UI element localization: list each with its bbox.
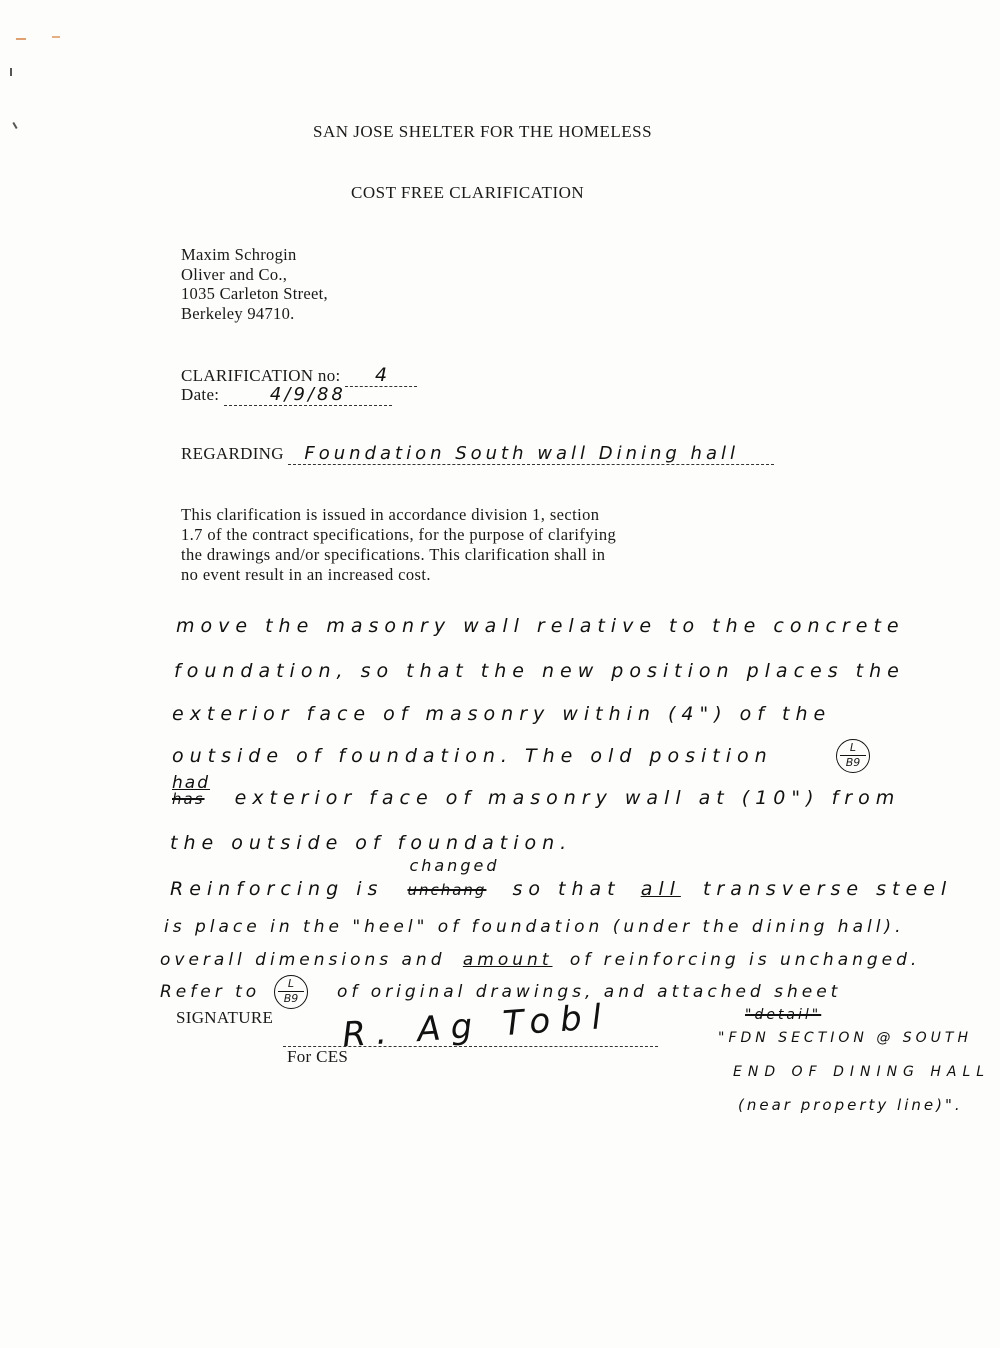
- handwritten-note: "FDN SECTION @ SOUTH: [718, 1030, 973, 1046]
- margin-mark: [16, 38, 26, 40]
- struck-text: "detail": [745, 1007, 822, 1023]
- handwritten-text: Reinforcing is: [170, 878, 384, 900]
- detail-ref-top: L: [849, 741, 857, 754]
- regarding-label: REGARDING: [181, 444, 284, 463]
- handwritten-line: outside of foundation. The old position: [172, 745, 773, 767]
- handwritten-text: transverse steel: [702, 878, 953, 900]
- date-value: 4/9/88: [224, 384, 392, 406]
- signature-for-label: For CES: [287, 1047, 349, 1066]
- handwritten-line: is place in the "heel" of foundation (under the dining hall).: [164, 917, 905, 937]
- handwritten-correction: had: [172, 773, 210, 793]
- handwritten-line: foundation, so that the new position places the: [174, 660, 905, 682]
- boilerplate-paragraph: [181, 505, 616, 585]
- struck-text: unchang: [407, 881, 487, 899]
- handwritten-text: of original drawings, and attached sheet: [337, 982, 842, 1002]
- handwritten-text: of reinforcing is unchanged.: [569, 950, 921, 970]
- handwritten-note: (near property line)".: [738, 1096, 963, 1114]
- struck-text: has: [172, 790, 205, 808]
- document-title: SAN JOSE SHELTER FOR THE HOMELESS: [313, 122, 653, 141]
- handwritten-text: Refer to: [160, 982, 261, 1002]
- boilerplate-line: 1.7 of the contract specifications, for the purpose of clarifying: [181, 525, 617, 544]
- handwritten-line: the outside of foundation.: [170, 832, 573, 854]
- detail-ref-bottom: B9: [283, 992, 299, 1005]
- margin-mark: [10, 68, 12, 76]
- handwritten-line: [160, 950, 920, 970]
- handwritten-text: so that: [512, 878, 621, 900]
- handwritten-note: END OF DINING HALL: [733, 1064, 991, 1080]
- handwritten-insert: changed: [409, 856, 500, 875]
- recipient-name: Maxim Schrogin: [181, 245, 297, 264]
- signature-scrawl: R. Ag Tobl: [340, 996, 613, 1056]
- margin-mark: [52, 36, 60, 38]
- clarification-label: CLARIFICATION no:: [181, 366, 341, 385]
- handwritten-text: exterior face of masonry wall at (10") from: [234, 787, 901, 809]
- recipient-street: 1035 Carleton Street,: [181, 284, 328, 303]
- handwritten-line: move the masonry wall relative to the concrete: [176, 615, 905, 637]
- handwritten-line: [170, 856, 953, 900]
- regarding-row: [181, 443, 774, 465]
- recipient-block: [181, 245, 328, 323]
- handwritten-line: [172, 773, 901, 809]
- detail-ref-bottom: B9: [845, 756, 861, 769]
- handwritten-line: exterior face of masonry within (4") of the: [172, 703, 832, 725]
- handwritten-text: overall dimensions and: [160, 950, 446, 970]
- detail-reference-symbol: [274, 975, 308, 1009]
- detail-reference-symbol: [836, 739, 870, 773]
- recipient-city: Berkeley 94710.: [181, 303, 295, 323]
- handwritten-line: [160, 982, 841, 1002]
- clarification-value: 4: [345, 364, 417, 387]
- regarding-value: Foundation South wall Dining hall: [288, 443, 774, 465]
- date-row: [181, 384, 392, 406]
- boilerplate-line: This clarification is issued in accordance division 1, section: [181, 505, 600, 524]
- handwritten-emphasis: amount: [462, 950, 553, 970]
- margin-mark: [12, 122, 17, 129]
- document-subtitle: COST FREE CLARIFICATION: [351, 183, 585, 202]
- boilerplate-line: no event result in an increased cost.: [181, 565, 431, 584]
- date-label: Date:: [181, 385, 220, 404]
- boilerplate-line: the drawings and/or specifications. This clarification shall in: [181, 545, 606, 564]
- handwritten-emphasis: all: [640, 878, 681, 900]
- detail-ref-top: L: [287, 977, 295, 990]
- signature-label: SIGNATURE: [176, 1008, 274, 1027]
- recipient-company: Oliver and Co.,: [181, 264, 288, 284]
